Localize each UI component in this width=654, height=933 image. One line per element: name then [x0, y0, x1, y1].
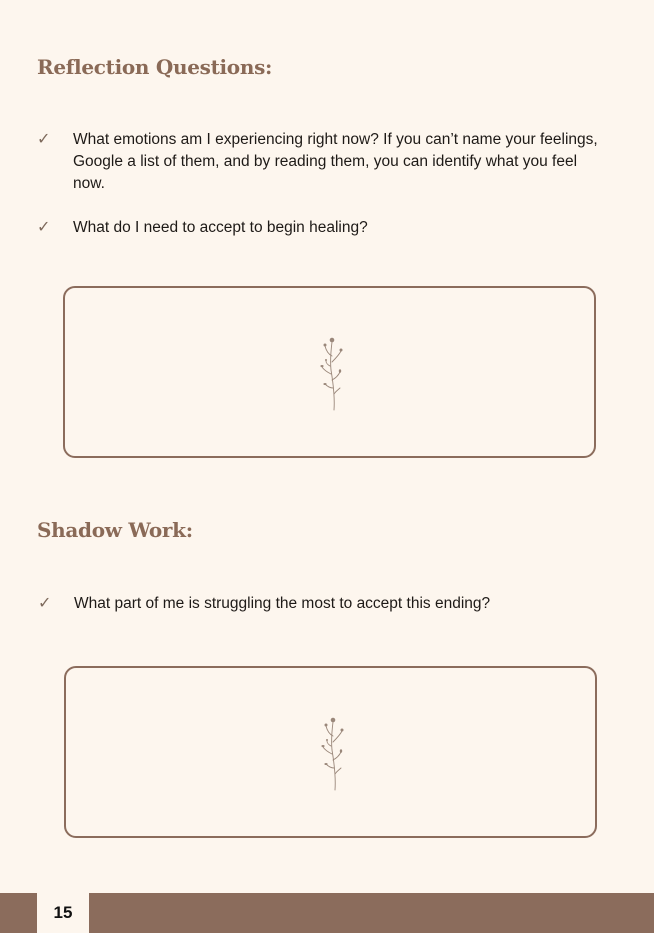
checkmark-icon: ✓ — [37, 131, 51, 148]
flower-sprig-icon — [321, 716, 349, 792]
section-heading-shadow-work: Shadow Work: — [37, 518, 193, 542]
checkmark-icon: ✓ — [38, 595, 52, 612]
section-heading-reflection: Reflection Questions: — [37, 55, 273, 79]
list-item — [38, 593, 613, 615]
question-text: What emotions am I experiencing right now? If you can’t name your feelings, Google a list of them, and by reading them, you can identify what you feel now. — [73, 131, 598, 192]
answer-box[interactable] — [64, 666, 597, 838]
question-text: What part of me is struggling the most to accept this ending? — [74, 595, 491, 612]
question-text: What do I need to accept to begin healing? — [73, 219, 368, 236]
page-number: 15 — [37, 893, 89, 933]
list-item — [37, 129, 612, 195]
flower-sprig-icon — [320, 336, 348, 412]
list-item — [37, 217, 612, 239]
checkmark-icon: ✓ — [37, 219, 51, 236]
answer-box[interactable] — [63, 286, 596, 458]
footer-bar — [0, 893, 654, 933]
